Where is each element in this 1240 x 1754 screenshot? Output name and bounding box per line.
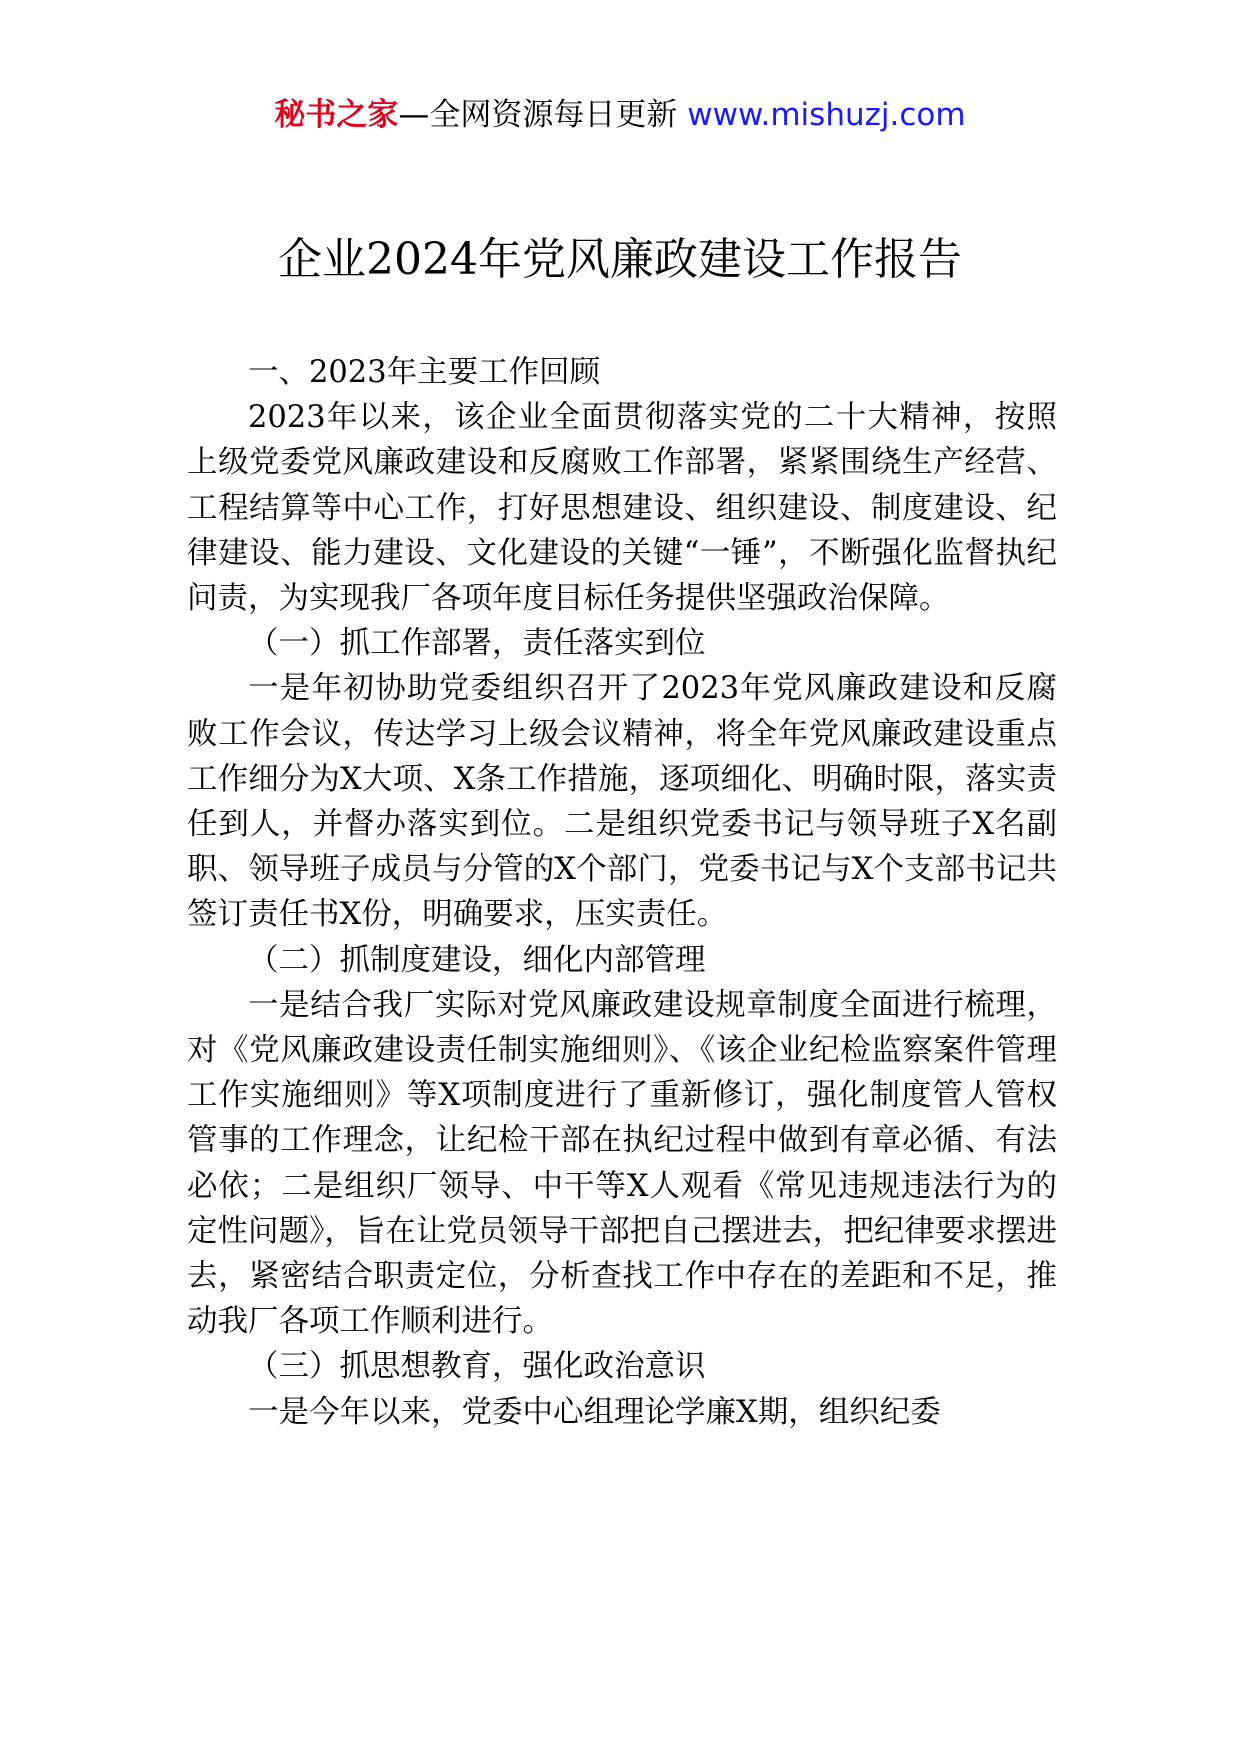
body-paragraph: 一是年初协助党委组织召开了2023年党风廉政建设和反腐败工作会议，传达学习上级会议精神，将全年党风廉政建设重点工作细分为X大项、X条工作措施，逐项细化、明确时限，落实责任到人，并督办落实到位。二是组织党委书记与领导班子X名副职、领导班子成员与分管的X个部门，党委书记与X个支部书记共签订责任书X份，明确要求，压实责任。 bbox=[187, 671, 1057, 933]
section-heading: 一、2023年主要工作回顾 bbox=[248, 355, 601, 390]
body-paragraph: 一是结合我厂实际对党风廉政建设规章制度全面进行梳理，对《党风廉政建设责任制实施细则》、《该企业纪检监察案件管理工作实施细则》等X项制度进行了重新修订，强化制度管人管权管事的工作理念，让纪检干部在执纪过程中做到有章必循、有法必依；二是组织厂领导、中干等X人观看《常见违规违法行为的定性问题》，旨在让党员领导干部把自己摆进去，把纪律要求摆进去，紧密结合职责定位，分析查找工作中存在的差距和不足，推动我厂各项工作顺利进行。 bbox=[187, 987, 1057, 1340]
body-paragraph: 2023年以来，该企业全面贯彻落实党的二十大精神，按照上级党委党风廉政建设和反腐败工作部署，紧紧围绕生产经营、工程结算等中心工作，打好思想建设、组织建设、制度建设、纪律建设、能力建设、文化建设的关键“一锤”，不断强化监督执纪问责，为实现我厂各项年度目标任务提供坚强政治保障。 bbox=[187, 400, 1057, 617]
site-tagline: —全网资源每日更新 bbox=[398, 97, 688, 133]
document-body bbox=[187, 350, 1057, 1435]
site-url-link[interactable]: www.mishuzj.com bbox=[687, 97, 966, 133]
document-title: 企业2024年党风廉政建设工作报告 bbox=[278, 234, 962, 285]
subsection-heading: （二）抓制度建设，细化内部管理 bbox=[248, 942, 706, 978]
subsection-heading: （三）抓思想教育，强化政治意识 bbox=[248, 1349, 706, 1385]
body-paragraph: 一是今年以来，党委中心组理论学廉X期，组织纪委 bbox=[248, 1394, 941, 1430]
site-header bbox=[0, 95, 1240, 135]
subsection-heading: （一）抓工作部署，责任落实到位 bbox=[248, 626, 706, 662]
site-brand: 秘书之家 bbox=[274, 97, 399, 133]
